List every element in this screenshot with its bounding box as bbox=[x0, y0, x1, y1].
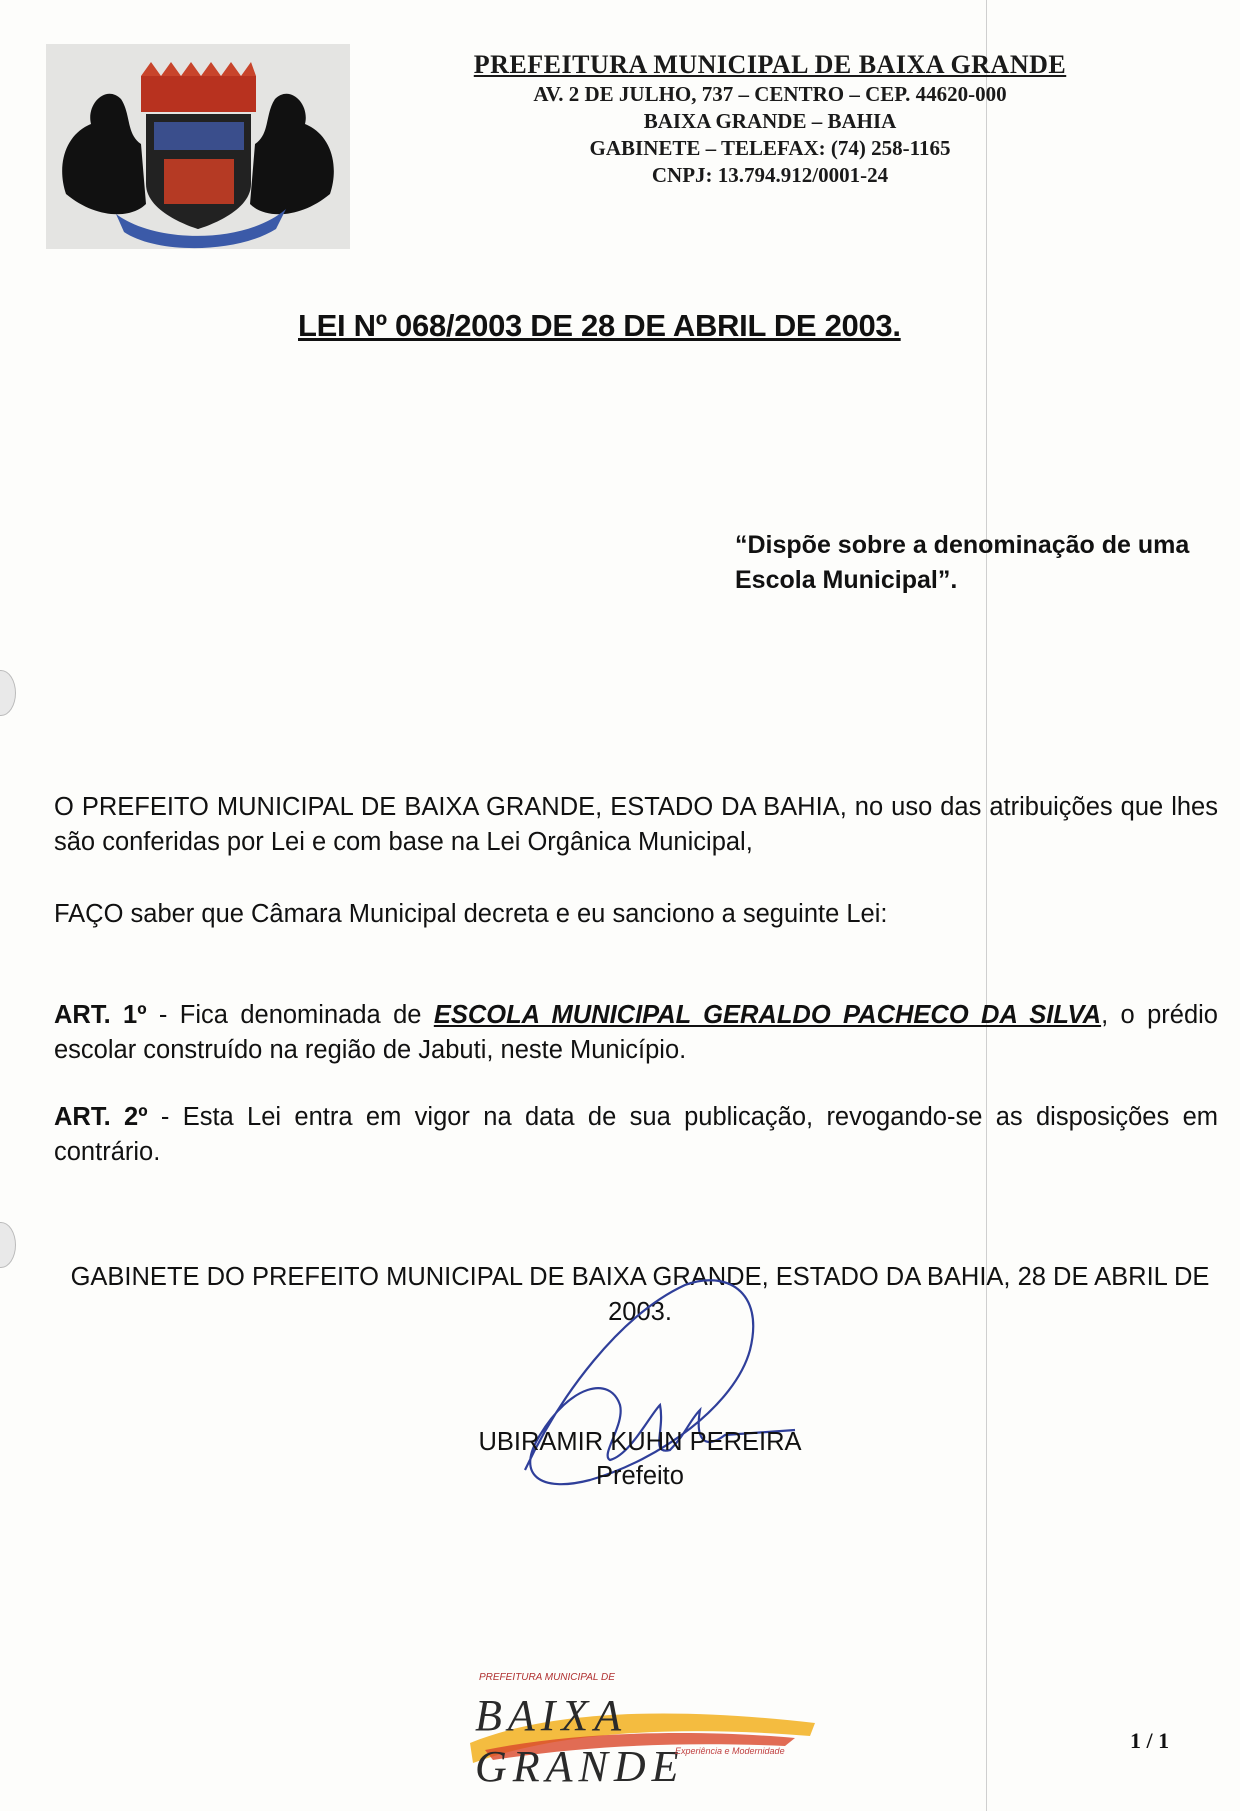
preamble-paragraph: O PREFEITO MUNICIPAL DE BAIXA GRANDE, ESTADO DA BAHIA, no uso das atribuições que lhes são conferidas por Lei e com base na Lei Orgânica Municipal, bbox=[54, 793, 1218, 856]
footer-logo bbox=[465, 1668, 825, 1791]
closing-place-date: GABINETE DO PREFEITO MUNICIPAL DE BAIXA GRANDE, ESTADO DA BAHIA, 28 DE ABRIL DE 2003. bbox=[70, 1263, 1210, 1326]
article-2-text: - Esta Lei entra em vigor na data de sua publicação, revogando-se as disposições em contrário. bbox=[54, 1103, 1218, 1166]
footer-logo-caption: PREFEITURA MUNICIPAL DE bbox=[479, 1672, 615, 1683]
article-2-label: ART. 2º bbox=[54, 1103, 148, 1131]
article-1-text-after: , o prédio escolar construído na região de Jabuti, neste Município. bbox=[54, 1001, 1218, 1064]
article-1 bbox=[54, 998, 1218, 1068]
law-title: LEI Nº 068/2003 DE 28 DE ABRIL DE 2003. bbox=[298, 308, 901, 343]
letterhead-phone: GABINETE – TELEFAX: (74) 258-1165 bbox=[589, 136, 951, 160]
school-name: ESCOLA MUNICIPAL GERALDO PACHECO DA SILVA bbox=[433, 1001, 1102, 1029]
signature-block bbox=[340, 1425, 940, 1493]
article-2 bbox=[54, 1100, 1218, 1170]
crest-emblem-icon bbox=[46, 44, 350, 249]
letterhead-cnpj: CNPJ: 13.794.912/0001-24 bbox=[651, 163, 889, 187]
law-ementa: “Dispõe sobre a denominação de uma Escola Municipal”. bbox=[735, 531, 1190, 594]
footer-logo-tagline: Experiência e Modernidade bbox=[675, 1746, 785, 1756]
municipal-crest bbox=[46, 44, 350, 249]
footer-logo-brand: BAIXA GRANDE bbox=[475, 1691, 685, 1791]
letterhead-org-name: PREFEITURA MUNICIPAL DE BAIXA GRANDE bbox=[473, 50, 1067, 79]
article-1-text-before: - Fica denominada de bbox=[146, 1001, 434, 1029]
enactment-paragraph: FAÇO saber que Câmara Municipal decreta e eu sanciono a seguinte Lei: bbox=[54, 900, 888, 928]
letterhead bbox=[430, 50, 1110, 188]
punch-hole-bottom bbox=[0, 1222, 16, 1268]
page-number: 1 / 1 bbox=[1130, 1728, 1170, 1753]
letterhead-city: BAIXA GRANDE – BAHIA bbox=[643, 109, 897, 133]
punch-hole-top bbox=[0, 670, 16, 716]
signer-title: Prefeito bbox=[596, 1462, 684, 1490]
signer-name: UBIRAMIR KUHN PEREIRA bbox=[478, 1428, 802, 1456]
letterhead-address: AV. 2 DE JULHO, 737 – CENTRO – CEP. 44620-000 bbox=[533, 82, 1007, 106]
article-1-label: ART. 1º bbox=[54, 1001, 147, 1029]
